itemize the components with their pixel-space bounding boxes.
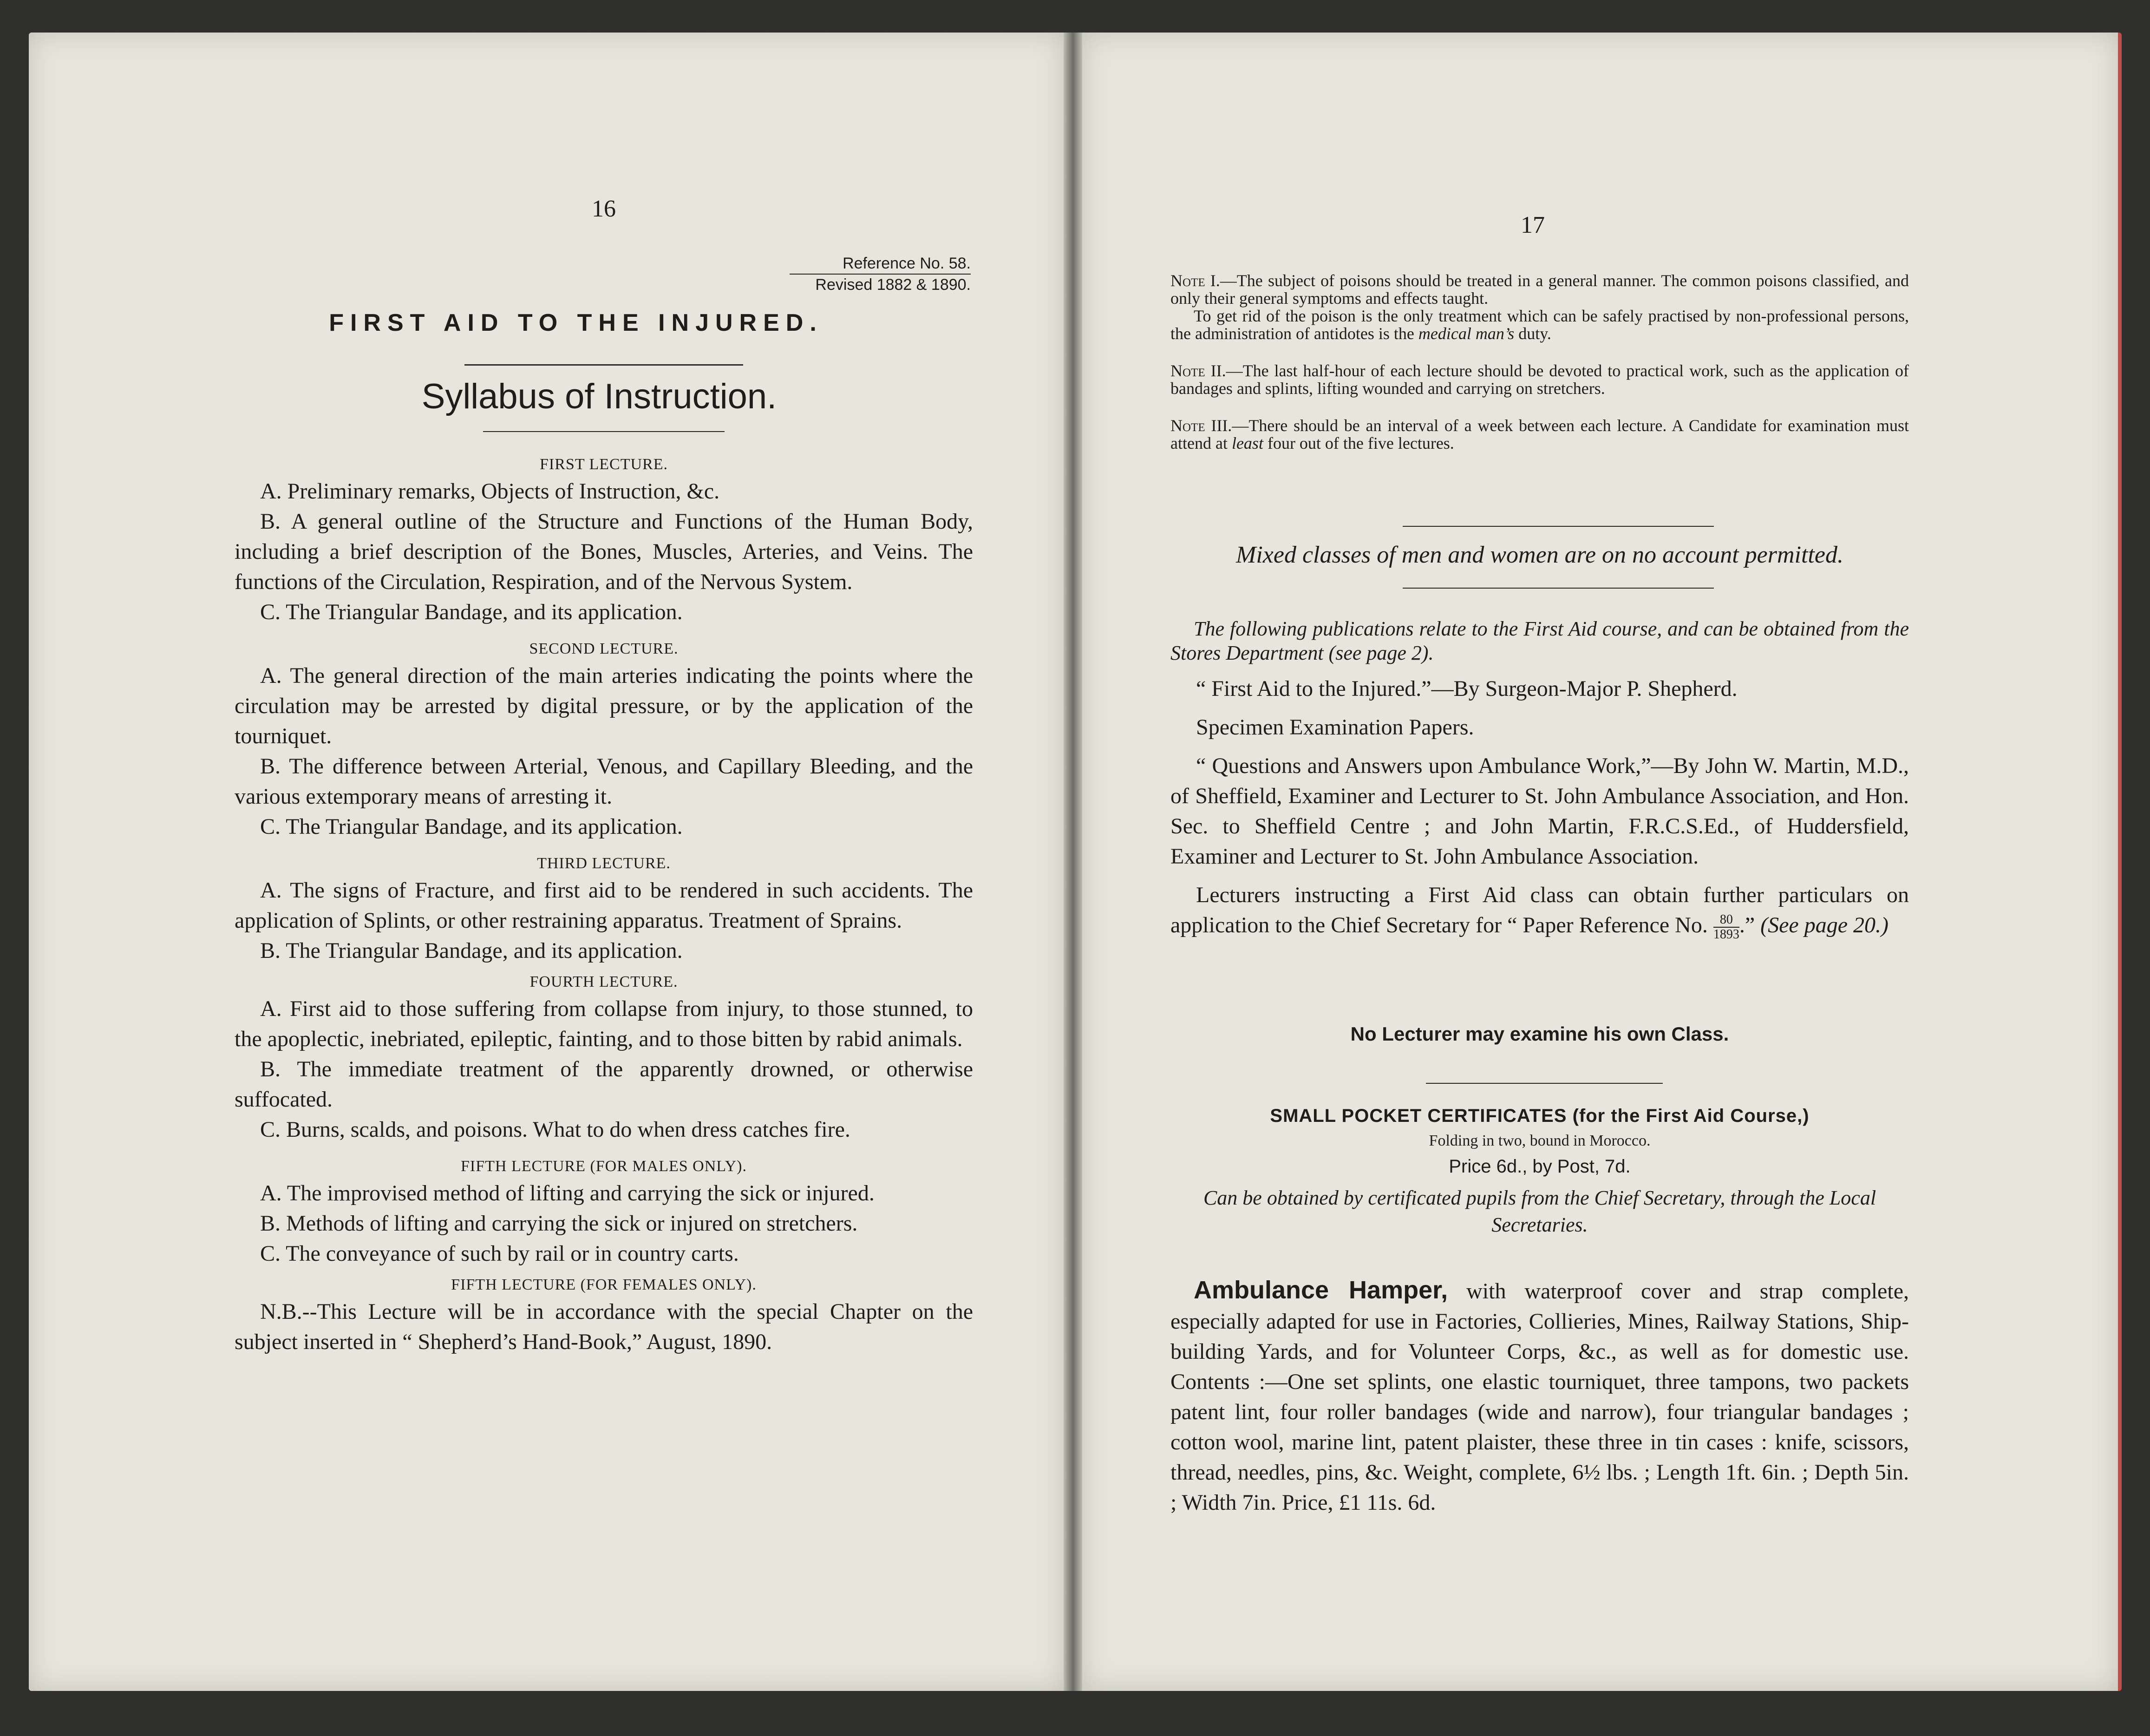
lecture-heading: SECOND LECTURE. bbox=[529, 640, 679, 657]
certificates-price: Price 6d., by Post, 7d. bbox=[1449, 1156, 1631, 1177]
lecture-item: B. The difference between Arterial, Venous, and Capillary Bleeding, and the various extemporary means of arresting it. bbox=[235, 754, 973, 809]
note-text: To get rid of the poison is the only treatment which can be safely practised by non-professional persons, the administration of antidotes is the bbox=[1170, 307, 1909, 343]
publication-item: “ First Aid to the Injured.”—By Surgeon-Major P. Shepherd. bbox=[1196, 676, 1738, 701]
lecturers-paragraph bbox=[1170, 880, 1909, 942]
lecture-item: N.B.--This Lecture will be in accordance with the special Chapter on the subject inserted in “ Shepherd’s Hand-Book,” August, 1890. bbox=[235, 1299, 973, 1354]
lecture-item: B. Methods of lifting and carrying the sick or injured on stretchers. bbox=[260, 1211, 858, 1236]
lecture-heading: FOURTH LECTURE. bbox=[529, 973, 678, 990]
lecture-item: B. A general outline of the Structure and Functions of the Human Body, including a brief description of the Bones, Muscles, Arteries, and Veins. The functions of the Circulation, Respiration, and of the Nervous System. bbox=[235, 509, 973, 594]
lecture-heading: FIFTH LECTURE (FOR FEMALES ONLY). bbox=[451, 1276, 757, 1293]
publication-item: Specimen Examination Papers. bbox=[1196, 715, 1474, 740]
note-label: Note III. bbox=[1170, 416, 1232, 435]
lecture-4 bbox=[235, 970, 973, 1145]
note-text: —There should be an interval of a week between each lecture. A Candidate for examination must attend at bbox=[1170, 416, 1909, 452]
note-text: —The subject of poisons should be treated in a general manner. The common poisons classified, and only their general symptoms and effects taught. bbox=[1170, 271, 1909, 308]
publications-section bbox=[1170, 617, 1909, 942]
lecture-item: C. Burns, scalds, and poisons. What to do when dress catches fire. bbox=[260, 1117, 850, 1142]
lecture-heading: FIFTH LECTURE (FOR MALES ONLY). bbox=[461, 1158, 747, 1175]
no-lecturer-notice: No Lecturer may examine his own Class. bbox=[1350, 1023, 1729, 1045]
notes-rule bbox=[1403, 526, 1714, 527]
ambulance-hamper-paragraph bbox=[1170, 1275, 1909, 1518]
note-text: —The last half-hour of each lecture should be devoted to practical work, such as the application of bandages and splints, lifting wounded and carrying on stretchers. bbox=[1170, 361, 1909, 398]
lecture-5-males bbox=[235, 1155, 973, 1269]
book-gutter bbox=[1064, 33, 1082, 1691]
lecture-2 bbox=[235, 637, 973, 842]
note-label: Note II. bbox=[1170, 361, 1226, 380]
certificates-fold: Folding in two, bound in Morocco. bbox=[1429, 1132, 1651, 1149]
hamper-title: Ambulance Hamper, bbox=[1194, 1276, 1448, 1304]
reference-block bbox=[790, 253, 971, 295]
note-text: four out of the five lectures. bbox=[1263, 434, 1454, 452]
lecturers-text: Lecturers instructing a First Aid class can obtain further particulars on application to the Chief Secretary for “ Paper Reference No. bbox=[1170, 883, 1909, 937]
lecture-1 bbox=[235, 453, 973, 627]
lecture-item: B. The Triangular Bandage, and its application. bbox=[260, 938, 683, 963]
lecture-3 bbox=[235, 852, 973, 966]
lecture-heading: FIRST LECTURE. bbox=[540, 456, 668, 473]
notice-rule bbox=[1403, 588, 1714, 589]
note-emphasis: least bbox=[1231, 434, 1263, 452]
lecture-item: A. The signs of Fracture, and first aid to be rendered in such accidents. The application of Splints, or other restraining apparatus. Treatment of Sprains. bbox=[235, 878, 973, 933]
lecture-item: C. The Triangular Bandage, and its application. bbox=[260, 600, 683, 624]
right-page-number: 17 bbox=[1521, 212, 1545, 238]
note-emphasis: medical man’s bbox=[1418, 324, 1515, 343]
lecture-item: A. The general direction of the main arteries indicating the points where the circulation may be arrested by digital pressure, or by the application of the tourniquet. bbox=[235, 663, 973, 748]
certificates-section bbox=[1170, 1106, 1909, 1238]
certificates-rule bbox=[1426, 1083, 1663, 1084]
certificates-title: SMALL POCKET CERTIFICATES (for the First Aid Course,) bbox=[1270, 1106, 1810, 1126]
lecture-item: C. The Triangular Bandage, and its application. bbox=[260, 814, 683, 839]
note-3 bbox=[1170, 417, 1909, 452]
note-2 bbox=[1170, 362, 1909, 397]
lecture-5-females bbox=[235, 1273, 973, 1357]
mixed-classes-notice: Mixed classes of men and women are on no account permitted. bbox=[1236, 542, 1843, 568]
publication-item: “ Questions and Answers upon Ambulance Work,”—By John W. Martin, M.D., of Sheffield, Examiner and Lecturer to St. John Ambulance Association, and Hon. Sec. to Sheffield Centre ; and John Martin, F.R.C.S.Ed., of Huddersfield, Examiner and Lecturer to St. John Ambulance Association. bbox=[1170, 753, 1909, 869]
lecture-item: B. The immediate treatment of the apparently drowned, or otherwise suffocated. bbox=[235, 1057, 973, 1112]
lecture-item: A. The improvised method of lifting and carrying the sick or injured. bbox=[260, 1181, 875, 1205]
note-1 bbox=[1170, 272, 1909, 342]
title-rule bbox=[464, 364, 743, 366]
fraction-denominator: 1893 bbox=[1713, 927, 1739, 942]
reference-close: .” bbox=[1739, 913, 1755, 937]
syllabus-heading: Syllabus of Instruction. bbox=[421, 377, 777, 416]
lecture-item: A. Preliminary remarks, Objects of Instruction, &c. bbox=[260, 479, 720, 504]
lecture-heading: THIRD LECTURE. bbox=[537, 855, 671, 872]
hamper-text: with waterproof cover and strap complete, especially adapted for use in Factories, Collieries, Mines, Railway Stations, Ship-building Yards, and for Volunteer Corps, &c., as well as for domestic use. Contents :—One set splints, one elastic tourniquet, three tampons, two packets patent lint, four roller bandages (wide and narrow), four triangular bandages ; cotton wool, marine lint, patent plaister, these three in tin cases : knife, scissors, thread, needles, pins, &c. Weight, complete, 6½ lbs. ; Length 1ft. 6in. ; Depth 5in. ; Width 7in. Price, £1 11s. 6d. bbox=[1170, 1279, 1909, 1515]
lecture-item: C. The conveyance of such by rail or in country carts. bbox=[260, 1241, 739, 1266]
note-label: Note I. bbox=[1170, 271, 1220, 290]
reference-number: Reference No. 58. bbox=[790, 253, 971, 275]
paper-reference-fraction bbox=[1713, 913, 1739, 942]
publications-intro: The following publications relate to the First Aid course, and can be obtained from the Stores Department (see page 2). bbox=[1170, 617, 1909, 664]
document-title: FIRST AID TO THE INJURED. bbox=[329, 309, 823, 336]
note-text: duty. bbox=[1514, 324, 1551, 343]
lecture-list bbox=[235, 453, 973, 1357]
certificates-note: Can be obtained by certificated pupils from the Chief Secretary, through the Local Secretaries. bbox=[1203, 1186, 1876, 1236]
revised-date: Revised 1882 & 1890. bbox=[815, 276, 971, 294]
left-page-number: 16 bbox=[592, 196, 616, 222]
fraction-numerator: 80 bbox=[1713, 913, 1739, 928]
lecture-item: A. First aid to those suffering from collapse from injury, to those stunned, to the apoplectic, inebriated, epileptic, fainting, and to those bitten by rabid animals. bbox=[235, 996, 973, 1051]
see-page-note: (See page 20.) bbox=[1760, 913, 1889, 937]
notes-section bbox=[1170, 272, 1909, 452]
subtitle-rule bbox=[483, 431, 725, 432]
